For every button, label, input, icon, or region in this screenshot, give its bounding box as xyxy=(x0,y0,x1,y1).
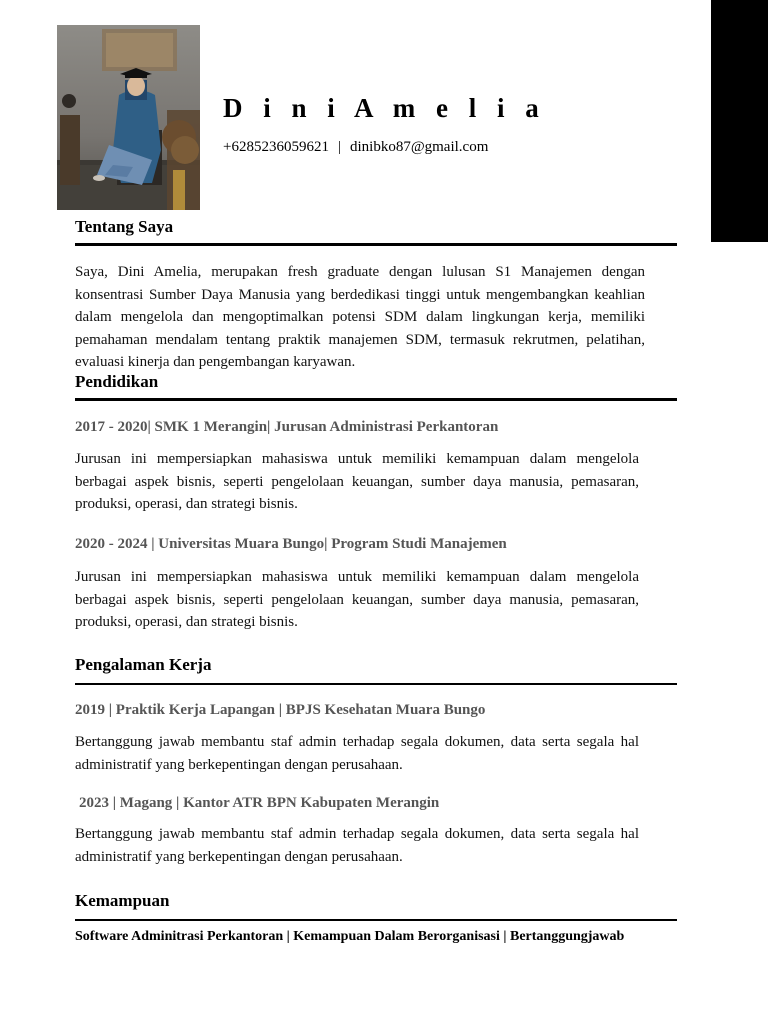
section-title-about: Tentang Saya xyxy=(75,217,174,236)
experience-entry-heading: 2019 | Praktik Kerja Lapangan | BPJS Kesehatan Muara Bungo xyxy=(75,702,486,718)
contact-info xyxy=(223,139,488,156)
decorative-black-bar xyxy=(711,0,768,242)
experience-entry-heading: 2023 | Magang | Kantor ATR BPN Kabupaten Merangin xyxy=(79,795,440,811)
education-entry-heading: 2020 - 2024 | Universitas Muara Bungo| Program Studi Manajemen xyxy=(75,536,507,552)
section-divider-about xyxy=(75,243,677,246)
about-paragraph: Saya, Dini Amelia, merupakan fresh graduate dengan lulusan S1 Manajemen dengan konsentrasi Sumber Daya Manusia yang berdedikasi tinggi untuk mengembangkan keahlian dalam mengelola dan mengoptimalkan potensi SDM dalam lingkungan kerja, memiliki pemahaman mendalam tentang praktik manajemen SDM, termasuk rekrutmen, pelatihan, evaluasi kinerja dan pengembangan karyawan. xyxy=(75,264,645,370)
section-title-skills: Kemampuan xyxy=(75,891,170,910)
section-divider-skills xyxy=(75,919,677,921)
profile-photo xyxy=(57,25,200,210)
experience-entry-description: Bertanggung jawab membantu staf admin terhadap segala dokumen, data serta segala hal administratif yang berkepentingan dengan perusahaan. xyxy=(75,826,639,865)
phone-number: +6285236059621 xyxy=(223,139,329,155)
candidate-name: D i n i A m e l i a xyxy=(223,93,546,123)
section-title-experience: Pengalaman Kerja xyxy=(75,655,212,674)
education-entry-description: Jurusan ini mempersiapkan mahasiswa untuk memiliki kemampuan dalam mengelola berbagai aspek bisnis, seperti pengelolaan keuangan, sumber daya manusia, pemasaran, produksi, operasi, dan strategi bisnis. xyxy=(75,569,639,630)
education-entry-description: Jurusan ini mempersiapkan mahasiswa untuk memiliki kemampuan dalam mengelola berbagai aspek bisnis, seperti pengelolaan keuangan, sumber daya manusia, pemasaran, produksi, operasi, dan strategi bisnis. xyxy=(75,451,639,512)
section-divider-experience xyxy=(75,683,677,685)
contact-separator: | xyxy=(337,139,341,155)
skills-list: Software Adminitrasi Perkantoran | Kemampuan Dalam Berorganisasi | Bertanggungjawab xyxy=(75,929,625,944)
experience-entry-description: Bertanggung jawab membantu staf admin terhadap segala dokumen, data serta segala hal administratif yang berkepentingan dengan perusahaan. xyxy=(75,734,639,773)
section-divider-education xyxy=(75,398,677,401)
education-entry-heading: 2017 - 2020| SMK 1 Merangin| Jurusan Administrasi Perkantoran xyxy=(75,419,499,435)
email-address: dinibko87@gmail.com xyxy=(349,139,489,155)
section-title-education: Pendidikan xyxy=(75,372,159,391)
